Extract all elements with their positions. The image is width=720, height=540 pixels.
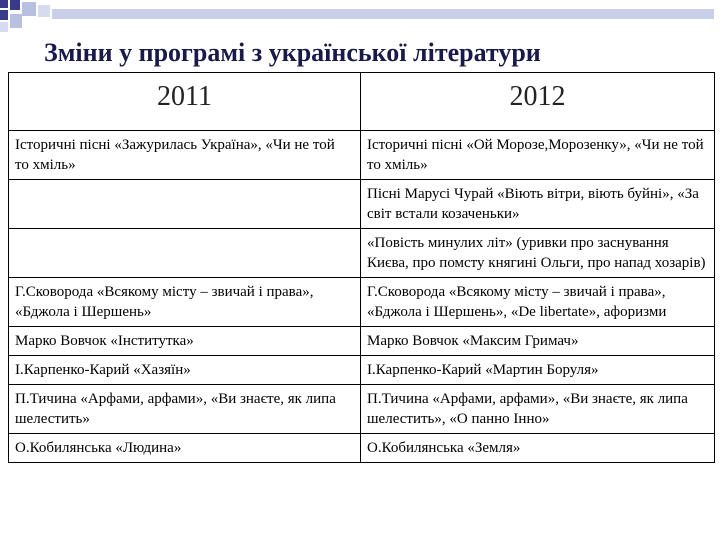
cell-2012: Марко Вовчок «Максим Гримач» — [361, 327, 715, 356]
table-row — [9, 434, 715, 463]
table-row — [9, 278, 715, 327]
cell-2011: І.Карпенко-Карий «Хазяїн» — [9, 356, 361, 385]
column-header-2011: 2011 — [9, 73, 361, 131]
cell-2011: Г.Сковорода «Всякому місту – звичай і права», «Бджола і Шершень» — [9, 278, 361, 327]
table-row — [9, 385, 715, 434]
column-header-2012: 2012 — [361, 73, 715, 131]
comparison-table — [8, 72, 715, 463]
cell-2011 — [9, 180, 361, 229]
cell-2012: «Повість минулих літ» (уривки про заснування Києва, про помсту княгині Ольги, про напад хозарів) — [361, 229, 715, 278]
cell-2012: Г.Сковорода «Всякому місту – звичай і права», «Бджола і Шершень», «De libertate», афоризми — [361, 278, 715, 327]
table-row — [9, 229, 715, 278]
table-row — [9, 131, 715, 180]
table-row — [9, 327, 715, 356]
cell-2011: Марко Вовчок «Інститутка» — [9, 327, 361, 356]
cell-2012: Пісні Марусі Чурай «Віють вітри, віють буйні», «За світ встали козаченьки» — [361, 180, 715, 229]
cell-2011: Історичні пісні «Зажурилась Україна», «Чи не той то хміль» — [9, 131, 361, 180]
table-header-row — [9, 73, 715, 131]
cell-2011: О.Кобилянська «Людина» — [9, 434, 361, 463]
table-row — [9, 356, 715, 385]
cell-2012: І.Карпенко-Карий «Мартин Боруля» — [361, 356, 715, 385]
cell-2012: П.Тичина «Арфами, арфами», «Ви знаєте, як липа шелестить», «О панно Інно» — [361, 385, 715, 434]
cell-2012: Історичні пісні «Ой Морозе,Морозенку», «Чи не той то хміль» — [361, 131, 715, 180]
cell-2012: О.Кобилянська «Земля» — [361, 434, 715, 463]
cell-2011 — [9, 229, 361, 278]
cell-2011: П.Тичина «Арфами, арфами», «Ви знаєте, як липа шелестить» — [9, 385, 361, 434]
page-title: Зміни у програмі з української літератури — [44, 38, 541, 67]
table-row — [9, 180, 715, 229]
